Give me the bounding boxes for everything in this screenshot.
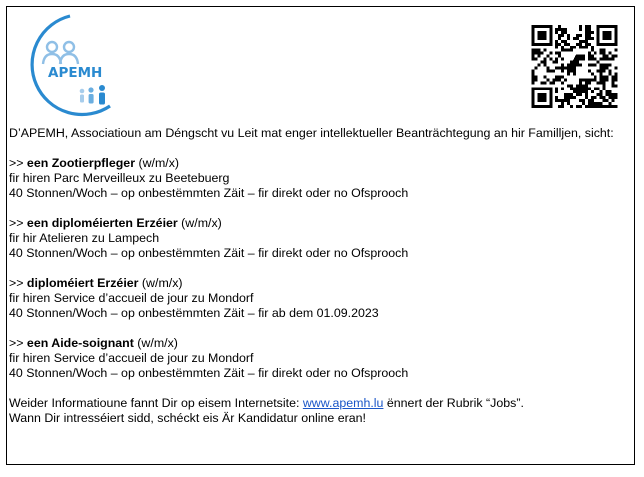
qr-code[interactable]: [531, 25, 618, 108]
job-title: diploméiert Erzéier: [26, 276, 139, 290]
qr-finder-top-left: [532, 25, 553, 46]
job-terms: 40 Stonnen/Woch – op onbestëmmten Zäit – fir direkt oder no Ofsprooch: [9, 186, 409, 200]
job-listing: >> een diploméierten Erzéier (w/m/x) fir hir Atelieren zu Lampech 40 Stonnen/Woch – op onbestëmmten Zäit – fir direkt oder no Ofsprooch: [9, 216, 409, 260]
intro-text: D’APEMH, Associatioun am Déngscht vu Leit mat enger intellektueller Beanträchtegung an hir Familljen, sicht:: [9, 126, 614, 140]
job-location: fir hiren Service d’accueil de jour zu Mondorf: [9, 351, 254, 365]
dinosaur-icon: [564, 52, 588, 79]
apemh-logo: [6, 10, 118, 120]
job-location: fir hir Atelieren zu Lampech: [9, 231, 160, 245]
job-title: een Zootierpfleger: [26, 156, 136, 170]
job-listing: >> diploméiert Erzéier (w/m/x) fir hiren Service d’accueil de jour zu Mondorf 40 Stonnen/Woch – op onbestëmmten Zäit – fir ab dem 01.09.2023: [9, 276, 379, 320]
job-terms: 40 Stonnen/Woch – op onbestëmmten Zäit – fir direkt oder no Ofsprooch: [9, 246, 409, 260]
qr-finder-top-right: [597, 25, 618, 46]
job-listing: >> een Zootierpfleger (w/m/x) fir hiren Parc Merveilleux zu Beetebuerg 40 Stonnen/Woch – op onbestëmmten Zäit – fir direkt oder no Ofsprooch: [9, 156, 409, 200]
job-title: een Aide-soignant: [26, 336, 134, 350]
logo-family-icon: [80, 85, 105, 105]
job-terms: 40 Stonnen/Woch – op onbestëmmten Zäit – fir ab dem 01.09.2023: [9, 306, 379, 320]
website-link[interactable]: www.apemh.lu: [302, 396, 384, 410]
footer-text: Weider Informatioune fannt Dir op eisem Internetsite: www.apemh.lu ënnert der Rubrik “Jobs”. Wann Dir intresséiert sidd, schéckt eis Är Kandidatur online eran!: [9, 396, 524, 425]
apply-text: Wann Dir intresséiert sidd, schéckt eis Är Kandidatur online eran!: [9, 411, 366, 425]
job-location: fir hiren Service d’accueil de jour zu Mondorf: [9, 291, 254, 305]
qr-finder-bottom-left: [532, 87, 553, 108]
logo-people-icon: [43, 42, 78, 64]
logo-text: APEMH: [48, 65, 103, 81]
job-terms: 40 Stonnen/Woch – op onbestëmmten Zäit – fir direkt oder no Ofsprooch: [9, 366, 409, 380]
job-title: een diploméierten Erzéier: [26, 216, 178, 230]
job-ad-text: [9, 126, 625, 441]
job-location: fir hiren Parc Merveilleux zu Beetebuerg: [9, 171, 230, 185]
job-listing: >> een Aide-soignant (w/m/x) fir hiren Service d’accueil de jour zu Mondorf 40 Stonnen/Woch – op onbestëmmten Zäit – fir direkt oder no Ofsprooch: [9, 336, 409, 380]
